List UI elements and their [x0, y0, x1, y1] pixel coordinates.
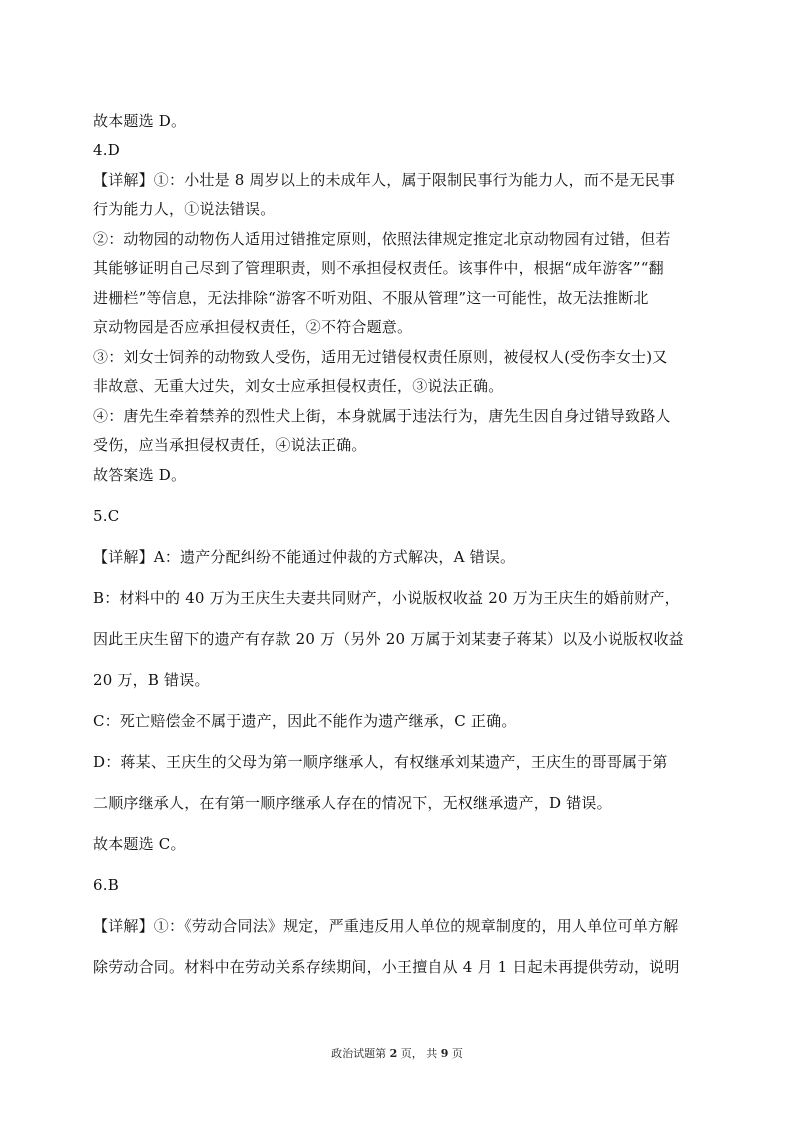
footer-suffix: 页: [448, 1047, 463, 1060]
answer-number: 5.C: [93, 507, 120, 525]
text-line: 除劳动合同。材料中在劳动关系存续期间，小王擅自从 4 月 1 日起未再提供劳动，说明: [93, 958, 680, 976]
text-line: 受伤，应当承担侵权责任，④说法正确。: [93, 436, 367, 454]
text-line: 故本题选 D。: [93, 112, 187, 130]
text-line: 20 万，B 错误。: [93, 671, 210, 689]
text-line: 【详解】①：小壮是 8 周岁以上的未成年人，属于限制民事行为能力人，而不是无民事: [93, 171, 676, 189]
text-line: 二顺序继承人，在有第一顺序继承人存在的情况下，无权继承遗产，D 错误。: [93, 794, 612, 812]
text-line: ②：动物园的动物伤人适用过错推定原则，依照法律规定推定北京动物园有过错，但若: [93, 230, 671, 248]
text-line: C：死亡赔偿金不属于遗产，因此不能作为遗产继承，C 正确。: [93, 712, 517, 730]
footer-prefix: 政治试题第: [331, 1047, 390, 1060]
text-line: 其能够证明自己尽到了管理职责，则不承担侵权责任。该事件中，根据“成年游客”“翻: [93, 259, 664, 277]
text-line: 因此王庆生留下的遗产有存款 20 万（另外 20 万属于刘某妻子蒋某）以及小说版权收益: [93, 630, 684, 648]
footer-page-number: 2: [389, 1047, 398, 1060]
text-line: 进栅栏”等信息，无法排除“游客不听劝阻、不服从管理”这一可能性，故无法推断北: [93, 289, 649, 307]
footer-middle: 页， 共: [397, 1047, 441, 1060]
text-line: 非故意、无重大过失，刘女士应承担侵权责任，③说法正确。: [93, 377, 504, 395]
text-line: 故答案选 D。: [93, 466, 187, 484]
answer-number: 4.D: [93, 141, 120, 159]
text-line: ③：刘女士饲养的动物致人受伤，适用无过错侵权责任原则，被侵权人(受伤李女士)又: [93, 348, 668, 366]
footer-total-pages: 9: [440, 1047, 449, 1060]
text-line: 京动物园是否应承担侵权责任，②不符合题意。: [93, 318, 413, 336]
text-line: 【详解】A：遗产分配纠纷不能通过仲裁的方式解决，A 错误。: [93, 548, 516, 566]
page-footer: [0, 1047, 794, 1061]
text-line: D：蒋某、王庆生的父母为第一顺序继承人，有权继承刘某遗产，王庆生的哥哥属于第: [93, 753, 668, 771]
text-line: ④：唐先生牵着禁养的烈性犬上街，本身就属于违法行为，唐先生因自身过错导致路人: [93, 407, 671, 425]
text-line: B：材料中的 40 万为王庆生夫妻共同财产，小说版权收益 20 万为王庆生的婚前财产，: [93, 589, 680, 607]
text-line: 行为能力人，①说法错误。: [93, 200, 276, 218]
answer-number: 6.B: [93, 876, 119, 894]
text-line: 【详解】①：《劳动合同法》规定，严重违反用人单位的规章制度的，用人单位可单方解: [93, 917, 679, 935]
text-line: 故本题选 C。: [93, 835, 186, 853]
